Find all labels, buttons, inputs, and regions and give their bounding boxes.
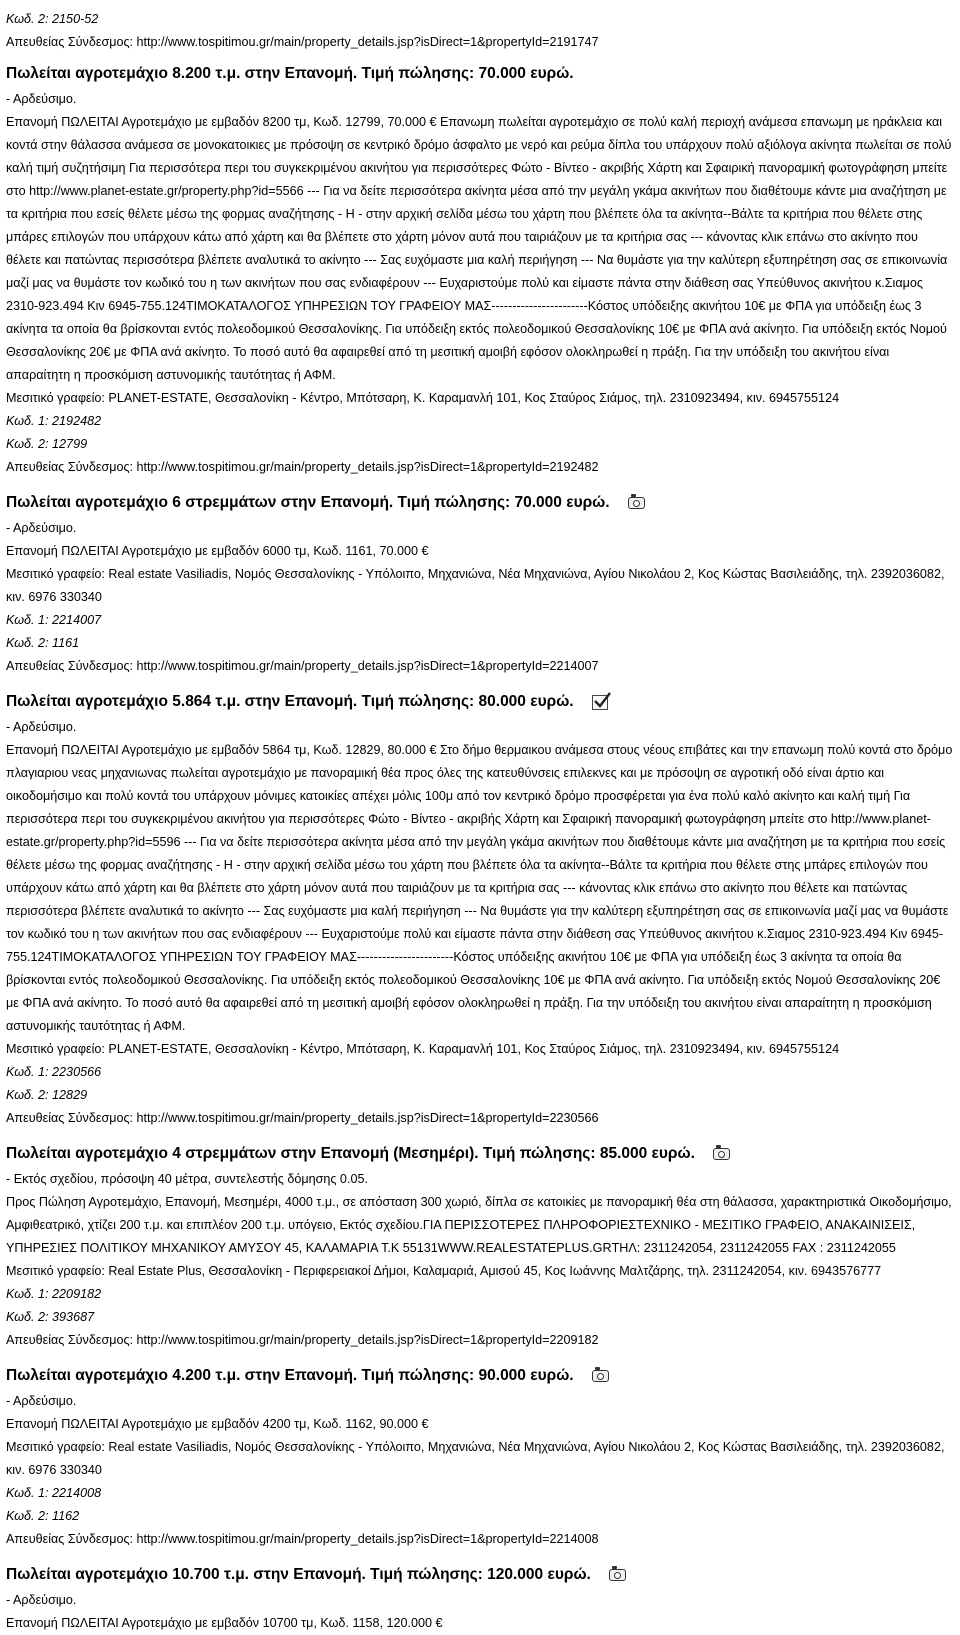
listing-direct-link[interactable]: Απευθείας Σύνδεσμος: http://www.tospitimou.gr/main/property_details.jsp?isDirect=1&propertyId=2214008 xyxy=(6,1532,599,1546)
listings-list xyxy=(6,60,954,1635)
listing-title xyxy=(6,1561,954,1589)
listing-title-text: Πωλείται αγροτεμάχιο 5.864 τ.μ. στην Επανομή. Τιμή πώλησης: 80.000 ευρώ. xyxy=(6,693,574,710)
listing-feature: - Εκτός σχεδίου, πρόσοψη 40 μέτρα, συντελεστής δόμησης 0.05. xyxy=(6,1172,368,1186)
listing-direct-link[interactable]: Απευθείας Σύνδεσμος: http://www.tospitimou.gr/main/property_details.jsp?isDirect=1&propertyId=2214007 xyxy=(6,659,599,673)
listing-description: Επανομή ΠΩΛΕΙΤΑΙ Αγροτεμάχιο με εμβαδόν 8200 τμ, Κωδ. 12799, 70.000 € Επανωμη πωλείται αγροτεμάχιο σε πολύ καλή περιοχή ανάμεσα επανωμη με ηράκλεια και κοντά στην θάλασσα ανάμεσα σε μονοκατοικιες με πρόσοψη σε κεντρικό δρόμο άσφαλτο με νερό και ρεύμα δίπλα του υπάρχουν πολύ αξιόλογα ακίνητα πωλείται σε πολύ καλή τιμή συζητήσιμη Για περισσότερα περι του συγκεκριμένου ακινήτου για περισσότερες Φώτο - Βίντεο - ακριβής Χάρτη και Σφαιρική πανοραμική φωτογράφηση μπείτε στο http://www.planet-estate.gr/property.php?id=5566 --- Για να δείτε περισσότερα ακίνητα μέσα από την μεγάλη γκάμα ακινήτων που διαθέτουμε κάντε μια αναζήτηση με τα κριτήρια που εσείς θέλετε μέσω της φορμας αναζήτησης - Η - στην αρχική σελίδα μέσω του χάρτη που βλέπετε όλα τα ακίνητα--Βάλτε τα κριτήρια που θέλετε στης μπάρες επιλογών που υπάρχουν κάτω από χάρτη και θα βλέπετε στο χάρτη μόνον αυτά που ταιριάζουν με τα κριτήρια σας --- κάνοντας κλικ επάνω στο ακίνητο που θέλετε και πατώντας περισσότερα βλέπετε αναλυτικά το ακίνητο --- Σας ευχόμαστε μια καλή περιήγηση --- Να θυμάστε για την καλύτερη εξυπηρέτηση σας σε επικοινωνία μαζί μας να θυμάστε τον κωδικό του η των ακινήτων που σας ενδιαφέρουν --- Ευχαριστούμε πολύ και είμαστε πάντα στην διάθεση σας Υπεύθυνος ακινήτου κ.Σιαμος 2310-923.494 Κιν 6945-755.124ΤΙΜΟΚΑΤΑΛΟΓΟΣ ΥΠΗΡΕΣΙΩΝ ΤΟΥ ΓΡΑΦΕΙΟΥ ΜΑΣ-----------------------Κόστος υπόδειξης ακινήτου 10€ με ΦΠΑ για υπόδειξη έως 3 ακίνητα τα οποία θα βρίσκονται εντός πολεοδομικού Θεσσαλονίκης. Για υπόδειξη εκτός πολεοδομικού Θεσσαλονίκης 10€ με ΦΠΑ ανά ακίνητο. Για υπόδειξη εκτός Νομού Θεσσαλονίκης 20€ με ΦΠΑ ανά ακίνητο. Το ποσό αυτό θα αφαιρεθεί από τη μεσιτική αμοιβή εφόσον ολοκληρωθεί η πράξη. Για την υπόδειξη του ακινήτου είναι απαραίτητη η προσκόμιση αστυνομικής ταυτότητας ή ΑΦΜ. xyxy=(6,115,952,382)
listing-direct-link[interactable]: Απευθείας Σύνδεσμος: http://www.tospitimou.gr/main/property_details.jsp?isDirect=1&propertyId=2192482 xyxy=(6,460,599,474)
listing-code1: Κωδ. 1: 2192482 xyxy=(6,414,102,428)
listing xyxy=(6,489,954,678)
listing-feature: - Αρδεύσιμο. xyxy=(6,92,77,106)
listing-description: Επανομή ΠΩΛΕΙΤΑΙ Αγροτεμάχιο με εμβαδόν 10700 τμ, Κωδ. 1158, 120.000 € xyxy=(6,1616,443,1630)
camera-icon xyxy=(628,497,645,509)
listing xyxy=(6,60,954,479)
listing-title-text: Πωλείται αγροτεμάχιο 6 στρεμμάτων στην Επανομή. Τιμή πώλησης: 70.000 ευρώ. xyxy=(6,494,610,511)
listing xyxy=(6,688,954,1130)
code2-line: Κωδ. 2: 2150-52 xyxy=(6,12,99,26)
listing-code1: Κωδ. 1: 2214007 xyxy=(6,613,102,627)
direct-link[interactable]: Απευθείας Σύνδεσμος: http://www.tospitimou.gr/main/property_details.jsp?isDirect=1&propertyId=2191747 xyxy=(6,35,599,49)
listing-title-text: Πωλείται αγροτεμάχιο 8.200 τ.μ. στην Επανομή. Τιμή πώλησης: 70.000 ευρώ. xyxy=(6,65,574,82)
listing-description: Προς Πώληση Αγροτεμάχιο, Επανομή, Μεσημέρι, 4000 τ.μ., σε απόσταση 300 χωριό, δίπλα σε κατοικίες με πανοραμική θέα στη θάλασσα, χαρακτηριστικά Οικοδομήσιμο, Αμφιθεατρικό, χτίζει 200 τ.μ. και επιπλέον 200 τ.μ. υπόγειο, Εκτός σχεδίου.ΓΙΑ ΠΕΡΙΣΣΟΤΕΡΕΣ ΠΛΗΡΟΦΟΡΙΕΣΤΕΧΝΙΚΟ - ΜΕΣΙΤΙΚΟ ΓΡΑΦΕΙΟ, ΑΝΑΚΑΙΝΙΣΕΙΣ, ΥΠΗΡΕΣΙΕΣ ΠΟΛΙΤΙΚΟΥ ΜΗΧΑΝΙΚΟΥ ΑΜΥΣΟΥ 45, ΚΑΛΑΜΑΡΙΑ Τ.Κ 55131WWW.REALESTATEPLUS.GRΤΗΛ: 2311242054, 2311242055 FAX : 2311242055 xyxy=(6,1195,952,1255)
camera-icon xyxy=(713,1148,730,1160)
listing-direct-link[interactable]: Απευθείας Σύνδεσμος: http://www.tospitimou.gr/main/property_details.jsp?isDirect=1&propertyId=2209182 xyxy=(6,1333,599,1347)
camera-icon xyxy=(592,1370,609,1382)
listing-feature: - Αρδεύσιμο. xyxy=(6,1394,77,1408)
listing-code2: Κωδ. 2: 12829 xyxy=(6,1088,88,1102)
listing-code2: Κωδ. 2: 393687 xyxy=(6,1310,95,1324)
listing-office: Μεσιτικό γραφείο: Real Estate Plus, Θεσσαλονίκη - Περιφερειακοί Δήμοι, Καλαμαριά, Αμισού 45, Κος Ιωάννης Μαλτζάρης, τηλ. 2311242054, κιν. 6943576777 xyxy=(6,1264,882,1278)
previous-listing-tail xyxy=(6,8,954,54)
listing xyxy=(6,1561,954,1635)
listing-title xyxy=(6,1362,954,1390)
listing-feature: - Αρδεύσιμο. xyxy=(6,720,77,734)
listing-code1: Κωδ. 1: 2209182 xyxy=(6,1287,102,1301)
listing xyxy=(6,1140,954,1352)
checkmark-icon xyxy=(592,695,608,710)
listing-title xyxy=(6,688,954,716)
listing-description: Επανομή ΠΩΛΕΙΤΑΙ Αγροτεμάχιο με εμβαδόν 5864 τμ, Κωδ. 12829, 80.000 € Στο δήμο θερμαικου ανάμεσα στους νέους επιβάτες και την επανωμη πολύ κοντά στο δρόμο πλαγιαριου νεας μηχανιωνας πωλείται αγροτεμάχιο με πανοραμική θέα προς όλες της κατευθύνσεις επιλεκνες και με πρόσοψη σε αγροτική οδό είναι άρτιο και οικοδομήσιμο και πολύ κοντά του υπάρχουν μόνιμες κατοικίες απέχει μόλις 100μ από τον κεντρικό δρόμο προσφέρεται για ένα πολύ καλό ακίνητο και καλή τιμή Για περισσότερα περι του συγκεκριμένου ακινήτου για περισσότερες Φώτο - Βίντεο - ακριβής Χάρτη και Σφαιρική πανοραμική φωτογράφηση μπείτε στο http://www.planet-estate.gr/property.php?id=5596 --- Για να δείτε περισσότερα ακίνητα μέσα από την μεγάλη γκάμα ακινήτων που διαθέτουμε κάντε μια αναζήτηση με τα κριτήρια που εσείς θέλετε μέσω της φορμας αναζήτησης - Η - στην αρχική σελίδα μέσω του χάρτη που βλέπετε όλα τα ακίνητα--Βάλτε τα κριτήρια που θέλετε στης μπάρες επιλογών που υπάρχουν κάτω από χάρτη και θα βλέπετε στο χάρτη μόνον αυτά που ταιριάζουν με τα κριτήρια σας --- κάνοντας κλικ επάνω στο ακίνητο που θέλετε και πατώντας περισσότερα βλέπετε αναλυτικά το ακίνητο --- Σας ευχόμαστε μια καλή περιήγηση --- Να θυμάστε για την καλύτερη εξυπηρέτηση σας σε επικοινωνία μαζί μας να θυμάστε τον κωδικό του η των ακινήτων που σας ενδιαφέρουν --- Ευχαριστούμε πολύ και είμαστε πάντα στην διάθεση σας Υπεύθυνος ακινήτου κ.Σιαμος 2310-923.494 Κιν 6945-755.124ΤΙΜΟΚΑΤΑΛΟΓΟΣ ΥΠΗΡΕΣΙΩΝ ΤΟΥ ΓΡΑΦΕΙΟΥ ΜΑΣ-----------------------Κόστος υπόδειξης ακινήτου 10€ με ΦΠΑ για υπόδειξη έως 3 ακίνητα τα οποία θα βρίσκονται εντός πολεοδομικού Θεσσαλονίκης. Για υπόδειξη εκτός πολεοδομικού Θεσσαλονίκης 10€ με ΦΠΑ ανά ακίνητο. Για υπόδειξη εκτός Νομού Θεσσαλονίκης 20€ με ΦΠΑ ανά ακίνητο. Το ποσό αυτό θα αφαιρεθεί από τη μεσιτική αμοιβή εφόσον ολοκληρωθεί η πράξη. Για την υπόδειξη του ακινήτου είναι απαραίτητη η προσκόμιση αστυνομικής ταυτότητας ή ΑΦΜ. xyxy=(6,743,953,1033)
listing-description: Επανομή ΠΩΛΕΙΤΑΙ Αγροτεμάχιο με εμβαδόν 4200 τμ, Κωδ. 1162, 90.000 € xyxy=(6,1417,429,1431)
listing-title-text: Πωλείται αγροτεμάχιο 4.200 τ.μ. στην Επανομή. Τιμή πώλησης: 90.000 ευρώ. xyxy=(6,1367,574,1384)
listing-code1: Κωδ. 1: 2230566 xyxy=(6,1065,102,1079)
listing-title xyxy=(6,1140,954,1168)
listing-feature: - Αρδεύσιμο. xyxy=(6,1593,77,1607)
listing-code2: Κωδ. 2: 1162 xyxy=(6,1509,80,1523)
listing-title xyxy=(6,489,954,517)
listing-description: Επανομή ΠΩΛΕΙΤΑΙ Αγροτεμάχιο με εμβαδόν 6000 τμ, Κωδ. 1161, 70.000 € xyxy=(6,544,429,558)
listing-code2: Κωδ. 2: 1161 xyxy=(6,636,80,650)
listing-feature: - Αρδεύσιμο. xyxy=(6,521,77,535)
listing-direct-link[interactable]: Απευθείας Σύνδεσμος: http://www.tospitimou.gr/main/property_details.jsp?isDirect=1&propertyId=2230566 xyxy=(6,1111,599,1125)
listing-office: Μεσιτικό γραφείο: Real estate Vasiliadis, Νομός Θεσσαλονίκης - Υπόλοιπο, Μηχανιώνα, Νέα Μηχανιώνα, Αγίου Νικολάου 2, Κος Κώστας Βασιλειάδης, τηλ. 2392036082, κιν. 6976 330340 xyxy=(6,1440,945,1477)
listing-title xyxy=(6,60,954,88)
listing xyxy=(6,1362,954,1551)
listing-title-text: Πωλείται αγροτεμάχιο 10.700 τ.μ. στην Επανομή. Τιμή πώλησης: 120.000 ευρώ. xyxy=(6,1566,591,1583)
listing-office: Μεσιτικό γραφείο: PLANET-ESTATE, Θεσσαλονίκη - Κέντρο, Μπότσαρη, Κ. Καραμανλή 101, Κος Σταύρος Σιάμος, τηλ. 2310923494, κιν. 6945755124 xyxy=(6,1042,840,1056)
listing-code2: Κωδ. 2: 12799 xyxy=(6,437,88,451)
camera-icon xyxy=(609,1569,626,1581)
listing-office: Μεσιτικό γραφείο: PLANET-ESTATE, Θεσσαλονίκη - Κέντρο, Μπότσαρη, Κ. Καραμανλή 101, Κος Σταύρος Σιάμος, τηλ. 2310923494, κιν. 6945755124 xyxy=(6,391,840,405)
listing-title-text: Πωλείται αγροτεμάχιο 4 στρεμμάτων στην Επανομή (Μεσημέρι). Τιμή πώλησης: 85.000 ευρώ. xyxy=(6,1145,695,1162)
listing-office: Μεσιτικό γραφείο: Real estate Vasiliadis, Νομός Θεσσαλονίκης - Υπόλοιπο, Μηχανιώνα, Νέα Μηχανιώνα, Αγίου Νικολάου 2, Κος Κώστας Βασιλειάδης, τηλ. 2392036082, κιν. 6976 330340 xyxy=(6,567,945,604)
listing-code1: Κωδ. 1: 2214008 xyxy=(6,1486,102,1500)
